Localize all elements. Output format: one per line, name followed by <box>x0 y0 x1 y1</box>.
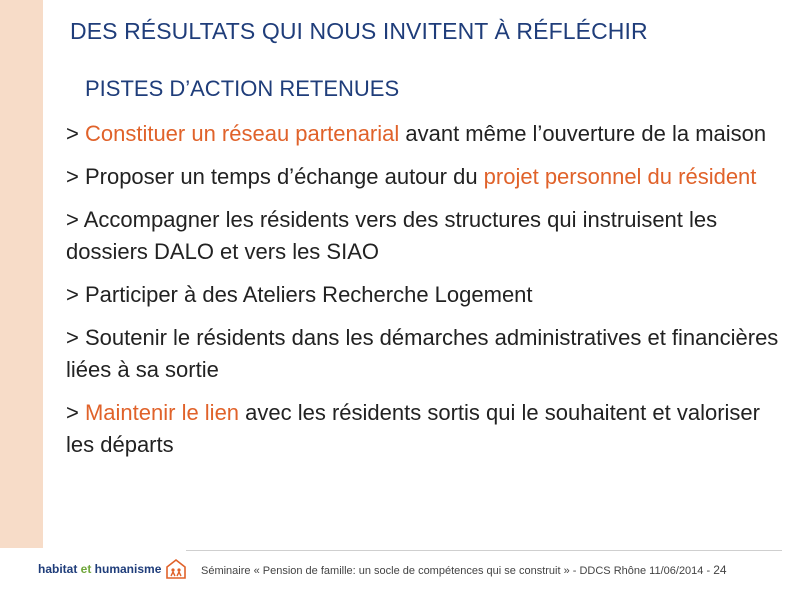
logo-text-part: humanisme <box>91 562 162 576</box>
side-band <box>0 0 43 548</box>
bullet-item <box>66 161 781 193</box>
bullet-list <box>66 118 781 472</box>
bullet-highlight: projet personnel du résident <box>483 164 757 189</box>
bullet-item <box>66 204 781 268</box>
organization-logo <box>38 554 187 584</box>
bullet-text-end: avant même l’ouverture de la maison <box>399 121 767 146</box>
bullet-text-end: avec les résidents sortis qui le souhaitent et valoriser les départs <box>66 400 760 457</box>
bullet-highlight: Constituer un réseau partenarial <box>84 121 400 146</box>
logo-text-part: habitat <box>38 562 81 576</box>
bullet-text: > Participer à des Ateliers Recherche Logement <box>66 282 533 307</box>
bullet-text: > Soutenir le résidents dans les démarches administratives et financières liées à sa sortie <box>66 325 779 382</box>
bullet-highlight: Maintenir le lien <box>84 400 240 425</box>
house-icon <box>165 558 187 580</box>
bullet-text: > <box>66 121 85 146</box>
footer-caption-text: Séminaire « Pension de famille: un socle de compétences qui se construit » - DDCS Rhône 11/06/2014 - <box>201 565 714 577</box>
bullet-item <box>66 118 781 150</box>
bullet-item <box>66 279 781 311</box>
slide-title: DES RÉSULTATS QUI NOUS INVITENT À RÉFLÉCHIR <box>70 18 648 44</box>
logo-text <box>38 562 161 576</box>
footer-divider <box>186 550 782 551</box>
logo-text-accent: et <box>80 562 92 576</box>
slide-subtitle: PISTES D’ACTION RETENUES <box>85 76 400 101</box>
bullet-item <box>66 322 781 386</box>
footer-caption <box>201 563 727 577</box>
bullet-item <box>66 397 781 461</box>
page-number: 24 <box>713 563 727 577</box>
bullet-text: > Proposer un temps d’échange autour du <box>66 164 484 189</box>
bullet-text: > <box>66 400 85 425</box>
bullet-text: > Accompagner les résidents vers des structures qui instruisent les dossiers DALO et vers les SIAO <box>66 207 718 264</box>
